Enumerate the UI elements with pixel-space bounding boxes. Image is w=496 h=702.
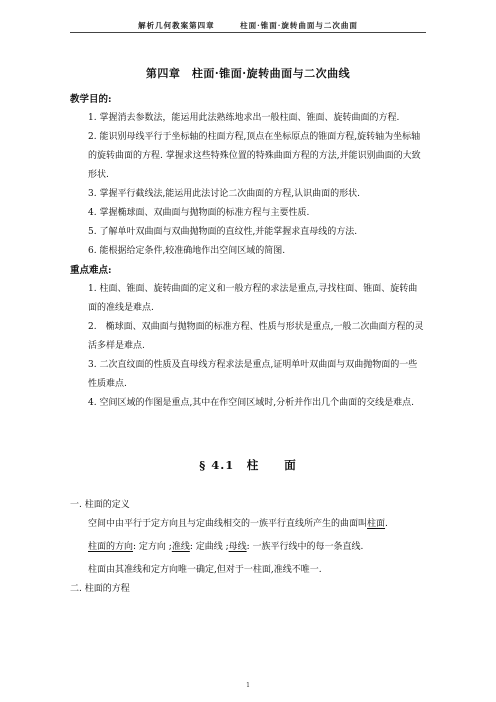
terms-line — [70, 538, 426, 557]
key-point-item: 2. 椭球面、双曲面与抛物面的标准方程、性质与形状是重点,一般二次曲面方程的灵活多样是难点. — [88, 322, 424, 351]
note-text: 柱面由其准线和定方向唯一确定,但对于一柱面,准线不唯一. — [88, 565, 322, 575]
definition-prefix: 空间中由平行于定方向且与定曲线相交的一族平行直线所产生的曲面叫 — [88, 519, 368, 529]
objective-item: 4. 掌握椭球面、双曲面与抛物面的标准方程与主要性质. — [88, 208, 310, 218]
key-point-item: 4. 空间区域的作图是重点,其中在作空间区域时,分析并作出几个曲面的交线是难点. — [88, 398, 415, 408]
definition-suffix: . — [385, 519, 388, 529]
key-point-item: 3. 二次直纹面的性质及直母线方程求法是重点,证明单叶双曲面与双曲抛物面的一些性质难点. — [88, 360, 418, 389]
objective-item: 3. 掌握平行截线法,能运用此法讨论二次曲面的方程,认识曲面的形状. — [88, 189, 361, 199]
key-point-item: 1. 柱面、锥面、旋转曲面的定义和一般方程的求法是重点,寻找柱面、锥面、旋转曲面的准线是难点. — [88, 284, 418, 313]
objective-item: 1. 掌握消去参数法，能运用此法熟练地求出一般柱面、锥面、旋转曲面的方程. — [88, 113, 400, 123]
subsection-heading-equation: 二. 柱面的方程 — [70, 584, 130, 594]
section-body — [70, 496, 426, 599]
term-generatrix-desc: : 一族平行线中的每一条直线. — [246, 542, 364, 552]
definition-text — [70, 515, 426, 534]
objectives-heading: 教学目的: — [70, 94, 112, 105]
term-direction: 柱面的方向 — [88, 542, 134, 552]
running-header: 解析几何教案第四章 柱面·锥面·旋转曲面与二次曲面 — [138, 21, 358, 30]
page-number: 1 — [246, 682, 250, 689]
term-directrix: 准线 — [171, 542, 190, 552]
objective-item: 6. 能根据给定条件,较准确地作出空间区域的简图. — [88, 246, 286, 256]
term-generatrix: 母线 — [228, 542, 247, 552]
section-title: § 4.1 柱 面 — [199, 458, 297, 472]
header-rule — [70, 32, 426, 33]
chapter-title: 第四章 柱面·锥面·旋转曲面与二次曲线 — [145, 67, 351, 80]
term-direction-desc: : 定方向 ; — [133, 542, 172, 552]
definition-term: 柱面 — [367, 519, 386, 529]
key-points-heading: 重点难点: — [70, 265, 112, 276]
objectives-block — [70, 90, 426, 413]
subsection-heading-definition: 一. 柱面的定义 — [70, 500, 130, 510]
objective-item: 5. 了解单叶双曲面与双曲抛物面的直纹性,并能掌握求直母线的方法. — [88, 227, 358, 237]
term-directrix-desc: : 定曲线 ; — [189, 542, 229, 552]
objective-item: 2. 能识别母线平行于坐标轴的柱面方程,顶点在坐标原点的锥面方程,旋转轴为坐标轴的旋转曲面的方程. 掌握求这些特殊位置的特殊曲面方程的方法,并能识别曲面的大致形状. — [88, 132, 421, 180]
